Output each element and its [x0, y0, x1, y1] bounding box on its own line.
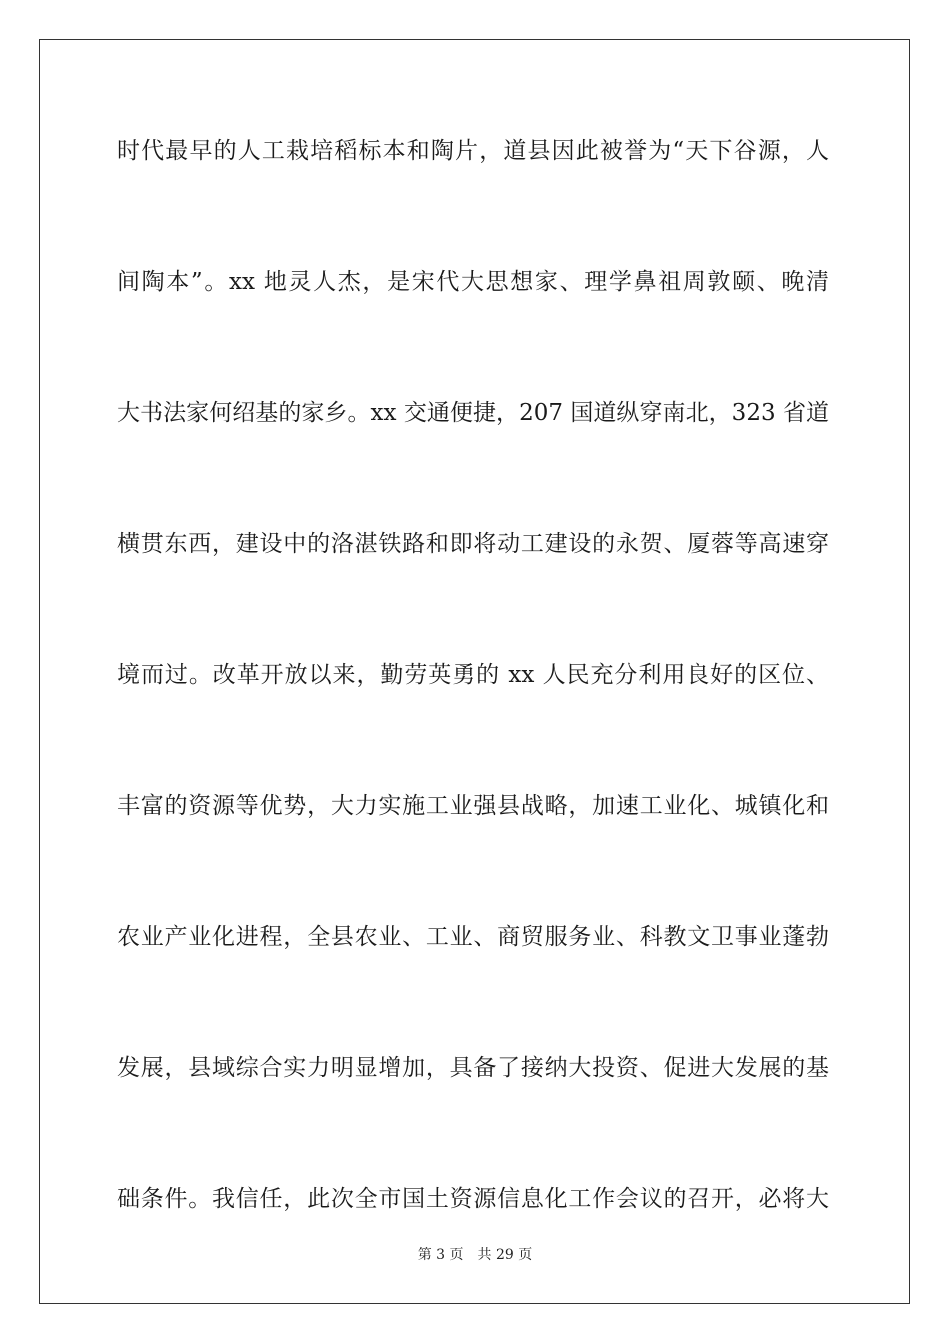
page-number: 第 3 页 [417, 1247, 464, 1263]
text-line: 间陶本”。xx 地灵人杰，是宋代大思想家、理学鼻祖周敦颐、晚清 [117, 269, 829, 295]
text-line: 横贯东西，建设中的洛湛铁路和即将动工建设的永贺、厦蓉等高速穿 [117, 531, 829, 557]
text-line: 时代最早的人工栽培稻标本和陶片，道县因此被誉为“天下谷源，人 [117, 138, 829, 164]
text-line: 础条件。我信任，此次全市国土资源信息化工作会议的召开，必将大 [117, 1186, 829, 1212]
total-pages: 共 29 页 [477, 1247, 533, 1263]
text-line: 丰富的资源等优势，大力实施工业强县战略，加速工业化、城镇化和 [117, 793, 829, 819]
document-body [117, 130, 829, 1309]
text-line: 发展，县域综合实力明显增加，具备了接纳大投资、促进大发展的基 [117, 1055, 829, 1081]
text-line: 大书法家何绍基的家乡。xx 交通便捷，207 国道纵穿南北，323 省道 [117, 400, 829, 426]
text-line: 农业产业化进程，全县农业、工业、商贸服务业、科教文卫事业蓬勃 [117, 924, 829, 950]
page-footer [0, 1245, 950, 1265]
text-line: 境而过。改革开放以来，勤劳英勇的 xx 人民充分利用良好的区位、 [117, 662, 829, 688]
